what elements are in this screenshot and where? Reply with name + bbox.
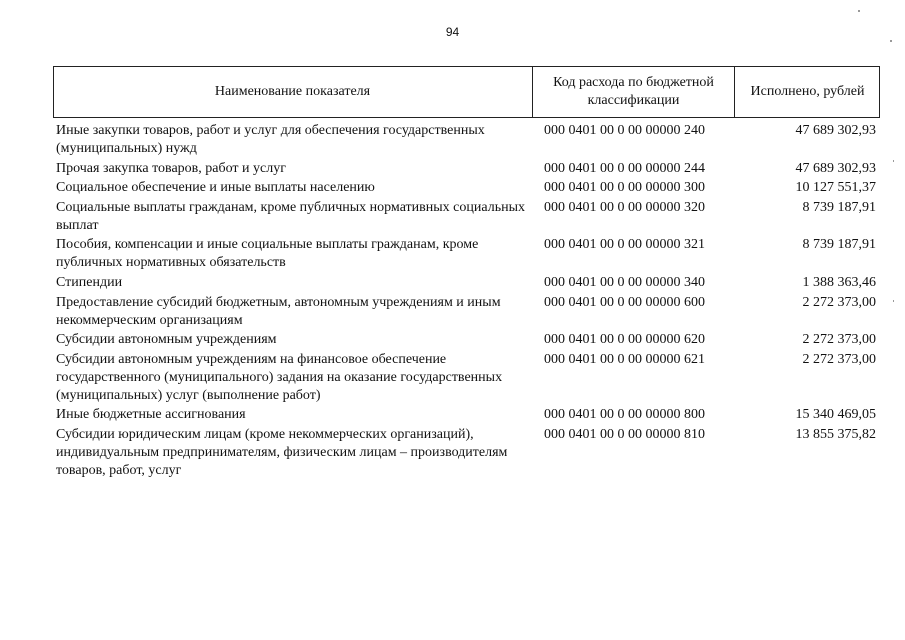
row-amount: 2 272 373,00 — [802, 294, 876, 310]
row-code: 000 0401 00 0 00 00000 621 — [544, 351, 705, 367]
row-code: 000 0401 00 0 00 00000 300 — [544, 180, 705, 196]
table-row — [56, 351, 880, 405]
row-name: Субсидии юридическим лицам (кроме некоммерческих организаций), индивидуальным предпринимателям, физическим лицам – производителям товаров, работ, услуг — [56, 426, 508, 478]
table-row — [56, 160, 880, 178]
row-name: Стипендии — [56, 274, 123, 290]
header-amount: Исполнено, рублей — [734, 67, 880, 117]
row-name: Прочая закупка товаров, работ и услуг — [56, 160, 286, 176]
table-row — [56, 331, 880, 349]
row-name: Иные закупки товаров, работ и услуг для обеспечения государственных (муниципальных) нужд — [56, 123, 485, 156]
row-name: Предоставление субсидий бюджетным, автономным учреждениям и иным некоммерческим организациям — [56, 294, 501, 328]
row-amount: 8 739 187,91 — [802, 199, 876, 215]
scan-mark — [890, 40, 892, 42]
scan-mark — [893, 160, 894, 162]
scan-mark — [858, 10, 860, 12]
row-amount: 8 739 187,91 — [802, 237, 876, 253]
row-amount: 47 689 302,93 — [795, 123, 876, 138]
row-name: Социальное обеспечение и иные выплаты населению — [56, 180, 375, 196]
row-code: 000 0401 00 0 00 00000 321 — [544, 237, 705, 253]
row-amount: 2 272 373,00 — [802, 351, 876, 367]
row-code: 000 0401 00 0 00 00000 620 — [544, 332, 705, 348]
row-name: Субсидии автономным учреждениям на финансовое обеспечение государственного (муниципального) задания на оказание государственных (муниципальных) услуг (выполнение работ) — [56, 351, 503, 403]
table-row — [56, 426, 880, 480]
header-name: Наименование показателя — [214, 84, 371, 99]
row-amount: 47 689 302,93 — [795, 160, 876, 176]
row-amount: 1 388 363,46 — [802, 274, 876, 290]
row-code: 000 0401 00 0 00 00000 800 — [544, 407, 705, 423]
table-row — [56, 274, 880, 292]
page-number: 94 — [445, 25, 460, 39]
row-amount: 13 855 375,82 — [795, 426, 876, 442]
table-row — [56, 179, 880, 197]
row-name: Пособия, компенсации и иные социальные выплаты гражданам, кроме публичных нормативных обязательств — [56, 237, 479, 271]
table-row — [56, 122, 880, 158]
row-name: Субсидии автономным учреждениям — [56, 332, 277, 348]
table-header — [53, 66, 880, 118]
row-amount: 2 272 373,00 — [802, 332, 876, 348]
row-code: 000 0401 00 0 00 00000 600 — [544, 294, 705, 310]
row-code: 000 0401 00 0 00 00000 320 — [544, 199, 705, 215]
header-code: Код расхода по бюджетной классификации — [532, 67, 734, 117]
table-row — [56, 406, 880, 424]
row-name: Иные бюджетные ассигнования — [56, 407, 246, 423]
row-amount: 15 340 469,05 — [795, 407, 876, 423]
table-body — [56, 122, 880, 482]
table-row — [56, 236, 880, 272]
row-code: 000 0401 00 0 00 00000 244 — [544, 160, 705, 176]
table-row — [56, 199, 880, 235]
table-row — [56, 294, 880, 330]
row-code: 000 0401 00 0 00 00000 240 — [544, 123, 705, 138]
row-code: 000 0401 00 0 00 00000 810 — [544, 426, 705, 442]
row-name: Социальные выплаты гражданам, кроме публичных нормативных социальных выплат — [56, 199, 525, 233]
row-code: 000 0401 00 0 00 00000 340 — [544, 274, 705, 290]
scan-mark — [893, 300, 894, 302]
row-amount: 10 127 551,37 — [795, 180, 876, 196]
